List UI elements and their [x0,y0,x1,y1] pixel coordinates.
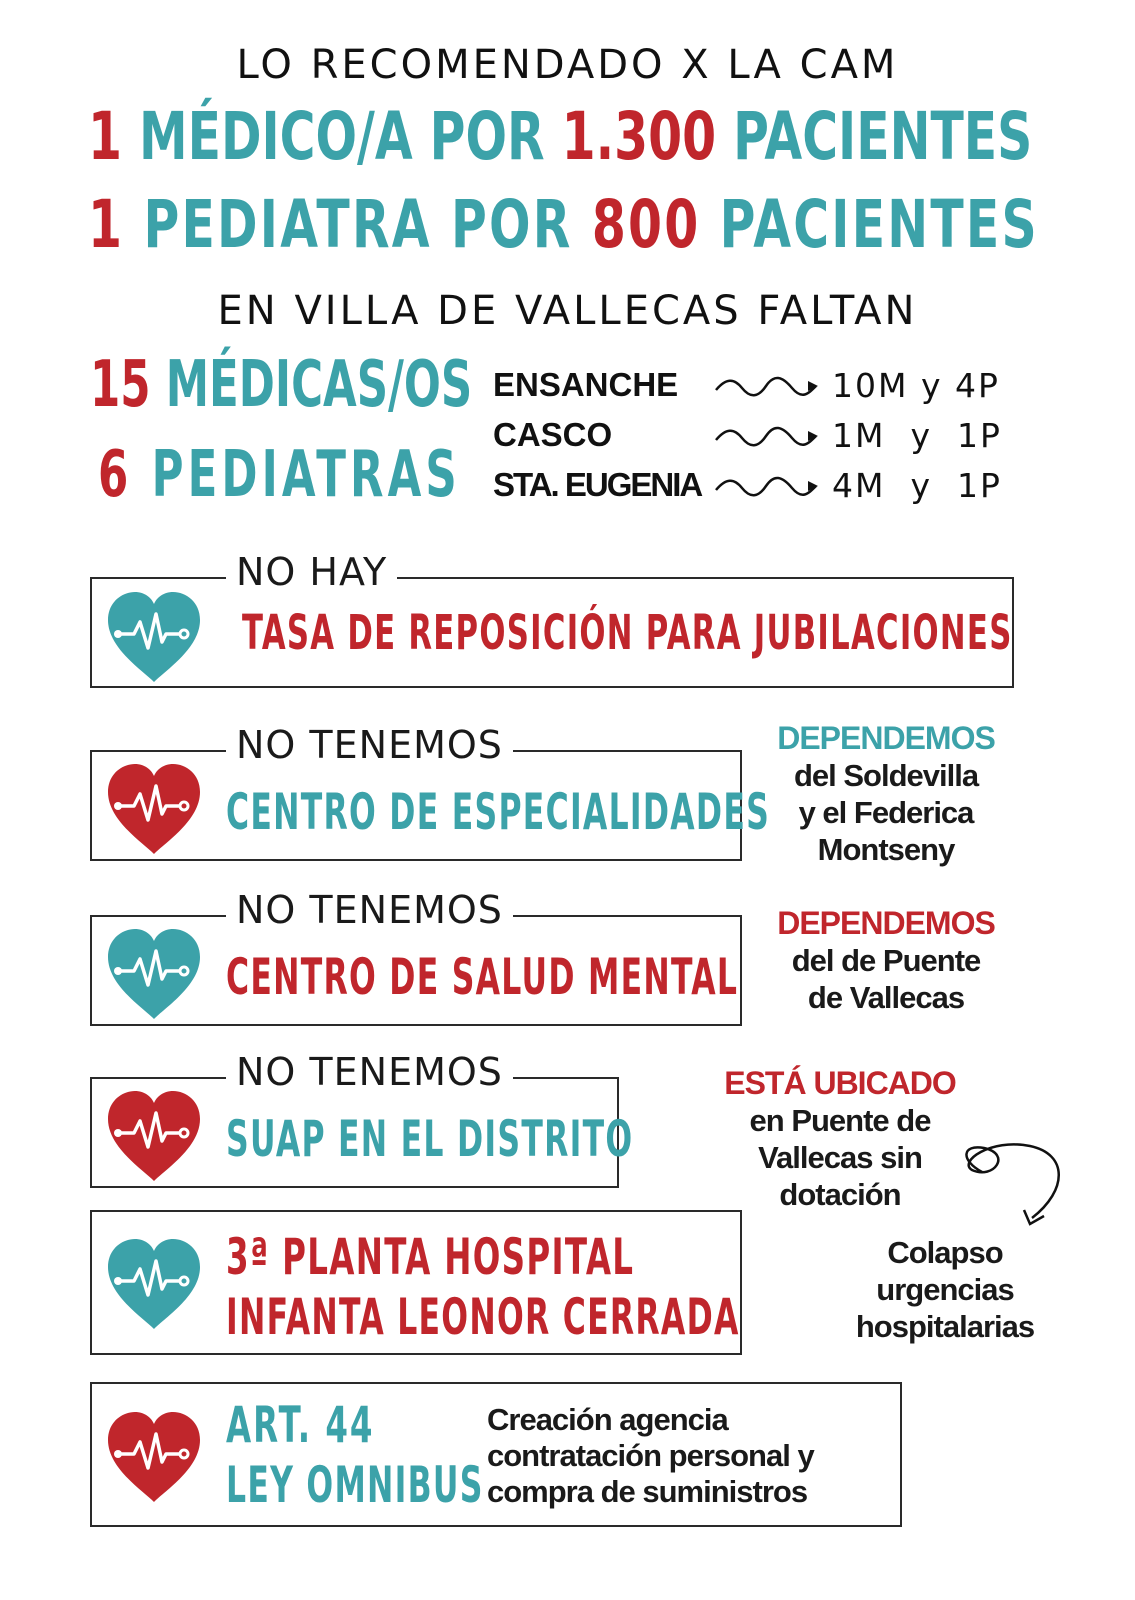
shortage-doctors-label: MÉDICAS/OS [165,348,473,422]
arrow-icon [712,422,824,452]
specialties-side-line: y el Federica [798,795,974,830]
heart-pulse-icon [104,1408,204,1504]
mental-side-line: del de Puente [791,943,981,978]
card-suap-label: NO TENEMOS [226,1052,513,1092]
suap-side-line: en Puente de [749,1103,931,1138]
card-hospital-title-line1: 3ª PLANTA HOSPITAL [226,1228,635,1286]
area-value-sta-eugenia: 4M y 1P [832,466,1002,505]
card-suap-title: SUAP EN EL DISTRITO [226,1110,634,1168]
law-description-line: contratación personal y [487,1438,814,1473]
hospital-side-line: urgencias [876,1272,1014,1307]
card-law-title-line1: ART. 44 [226,1396,375,1454]
area-name-casco: CASCO [493,416,613,453]
area-name-ensanche: ENSANCHE [493,366,679,403]
suap-side-note [690,1065,990,1213]
ratio-pediatrics-patients-label: PACIENTES [719,186,1039,263]
heart-pulse-icon [104,925,204,1021]
card-law-title-line2: LEY OMNIBUS [226,1456,484,1514]
suap-side-line: dotación [779,1177,901,1212]
heart-pulse-icon [104,760,204,856]
area-value-ensanche: 10M y 4P [832,366,1000,405]
area-name-sta-eugenia: STA. EUGENIA [493,466,702,503]
hospital-side-note [820,1234,1070,1345]
card-mental-health-title: CENTRO DE SALUD MENTAL [226,948,739,1006]
area-value-casco: 1M y 1P [832,416,1002,455]
recommended-heading: LO RECOMENDADO X LA CAM [236,42,899,88]
arrow-icon [950,1140,1075,1230]
card-specialties-title: CENTRO DE ESPECIALIDADES [226,783,771,841]
specialties-side-line: del Soldevilla [793,758,979,793]
ratio-pediatrics-label: PEDIATRA POR [143,186,573,263]
card-mental-health-label: NO TENEMOS [226,890,513,930]
mental-side-head: DEPENDEMOS [777,905,995,941]
ratio-line-pediatrics [88,186,1088,276]
arrow-icon [712,372,824,402]
ratio-line-doctors [88,98,1088,188]
ratio-pediatrics-count: 1 [88,186,125,263]
ratio-doctors-label: MÉDICO/A POR [139,98,545,175]
card-replacement-title: TASA DE REPOSICIÓN PARA JUBILACIONES [242,605,1013,661]
heart-pulse-icon [104,588,204,684]
arrow-icon [712,472,824,502]
hospital-side-line: hospitalarias [855,1309,1035,1344]
hospital-side-line: Colapso [887,1235,1003,1270]
specialties-side-head: DEPENDEMOS [777,720,995,756]
shortage-doctors-count: 15 [90,348,151,422]
law-description [487,1402,887,1510]
suap-side-head: ESTÁ UBICADO [724,1065,956,1101]
heart-pulse-icon [104,1235,204,1331]
ratio-doctors-patients-label: PACIENTES [733,98,1033,175]
specialties-side-note [750,720,1022,868]
mental-side-line: de Vallecas [807,980,965,1015]
missing-heading: EN VILLA DE VALLECAS FALTAN [217,288,918,334]
ratio-pediatrics-patients: 800 [591,186,701,263]
card-specialties-label: NO TENEMOS [226,725,513,765]
law-description-line: compra de suministros [487,1474,808,1509]
mental-side-note [750,905,1022,1016]
shortage-pediatrics-label: PEDIATRAS [151,438,461,512]
ratio-doctors-patients: 1.300 [561,98,717,175]
heart-pulse-icon [104,1087,204,1183]
card-replacement-label: NO HAY [226,552,397,592]
law-description-line: Creación agencia [487,1402,728,1437]
card-hospital-title-line2: INFANTA LEONOR CERRADA [226,1288,740,1346]
specialties-side-line: Montseny [817,832,955,867]
suap-side-line: Vallecas sin [758,1140,922,1175]
shortage-pediatrics-count: 6 [98,438,133,512]
ratio-doctors-count: 1 [88,98,122,175]
